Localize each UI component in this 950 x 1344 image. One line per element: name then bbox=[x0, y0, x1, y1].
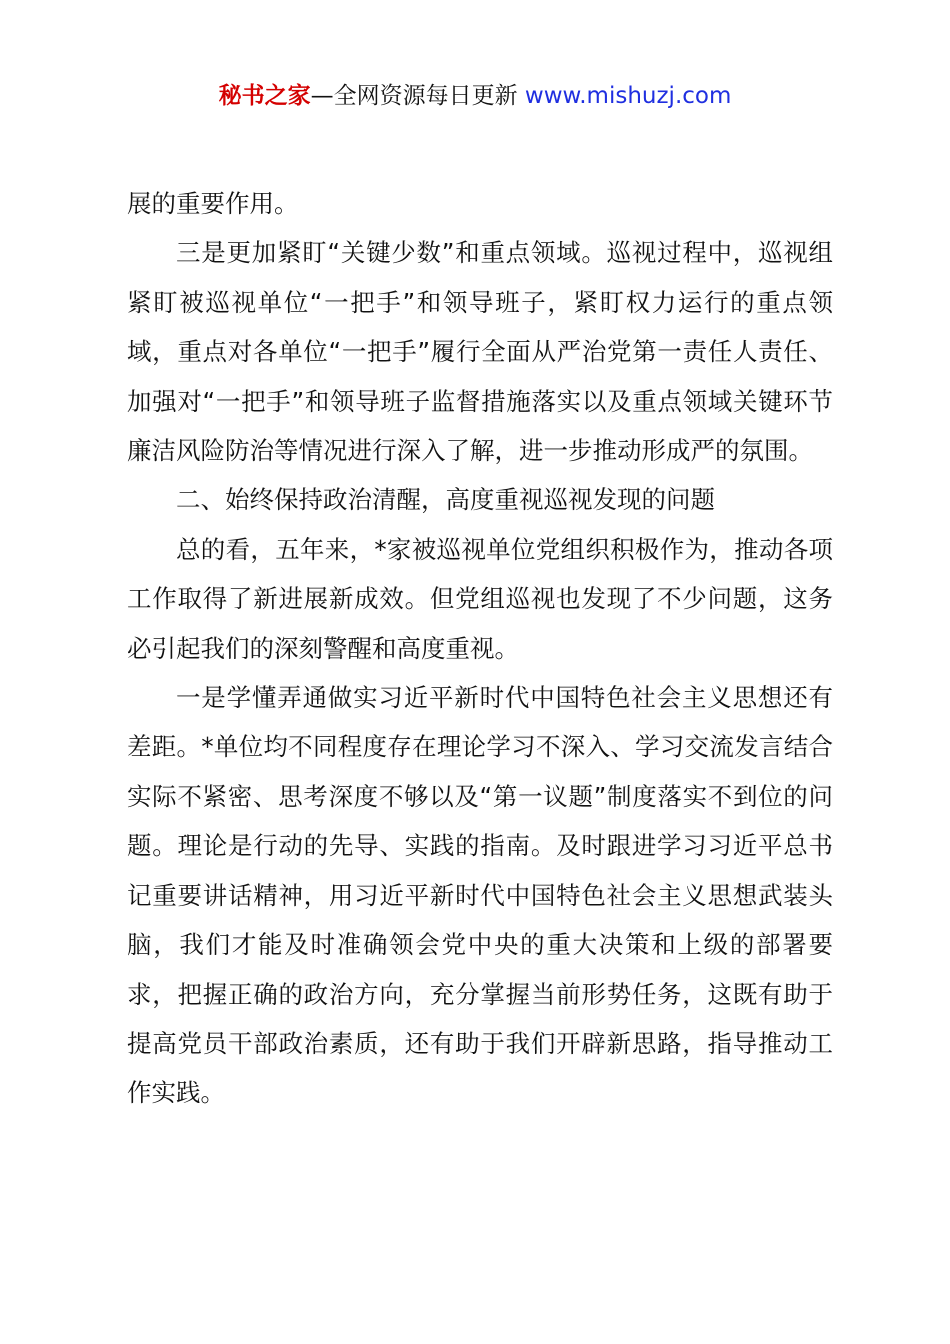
site-url-link[interactable]: www.mishuzj.com bbox=[524, 83, 732, 109]
document-body bbox=[127, 179, 833, 1118]
page-header bbox=[0, 80, 950, 112]
paragraph-continuation: 展的重要作用。 bbox=[127, 189, 299, 218]
paragraph-theory-study: 一是学懂弄通做实习近平新时代中国特色社会主义思想还有差距。*单位均不同程度存在理论学习不深入、学习交流发言结合实际不紧密、思考深度不够以及“第一议题”制度落实不到位的问题。理论是行动的先导、实践的指南。及时跟进学习习近平总书记重要讲话精神，用习近平新时代中国特色社会主义思想武装头脑，我们才能及时准确领会党中央的重大决策和上级的部署要求，把握正确的政治方向，充分掌握当前形势任务，这既有助于提高党员干部政治素质，还有助于我们开辟新思路，指导推动工作实践。 bbox=[127, 683, 833, 1108]
paragraph-key-minority: 三是更加紧盯“关键少数”和重点领域。巡视过程中，巡视组紧盯被巡视单位“一把手”和领导班子，紧盯权力运行的重点领域，重点对各单位“一把手”履行全面从严治党第一责任人责任、加强对“一把手”和领导班子监督措施落实以及重点领域关键环节廉洁风险防治等情况进行深入了解，进一步推动形成严的氛围。 bbox=[127, 238, 833, 466]
paragraph-overview: 总的看，五年来，*家被巡视单位党组织积极作为，推动各项工作取得了新进展新成效。但党组巡视也发现了不少问题，这务必引起我们的深刻警醒和高度重视。 bbox=[127, 534, 833, 663]
site-tagline: —全网资源每日更新 bbox=[310, 83, 525, 109]
section-heading: 二、始终保持政治清醒，高度重视巡视发现的问题 bbox=[176, 485, 715, 515]
site-brand: 秘书之家 bbox=[218, 83, 311, 109]
